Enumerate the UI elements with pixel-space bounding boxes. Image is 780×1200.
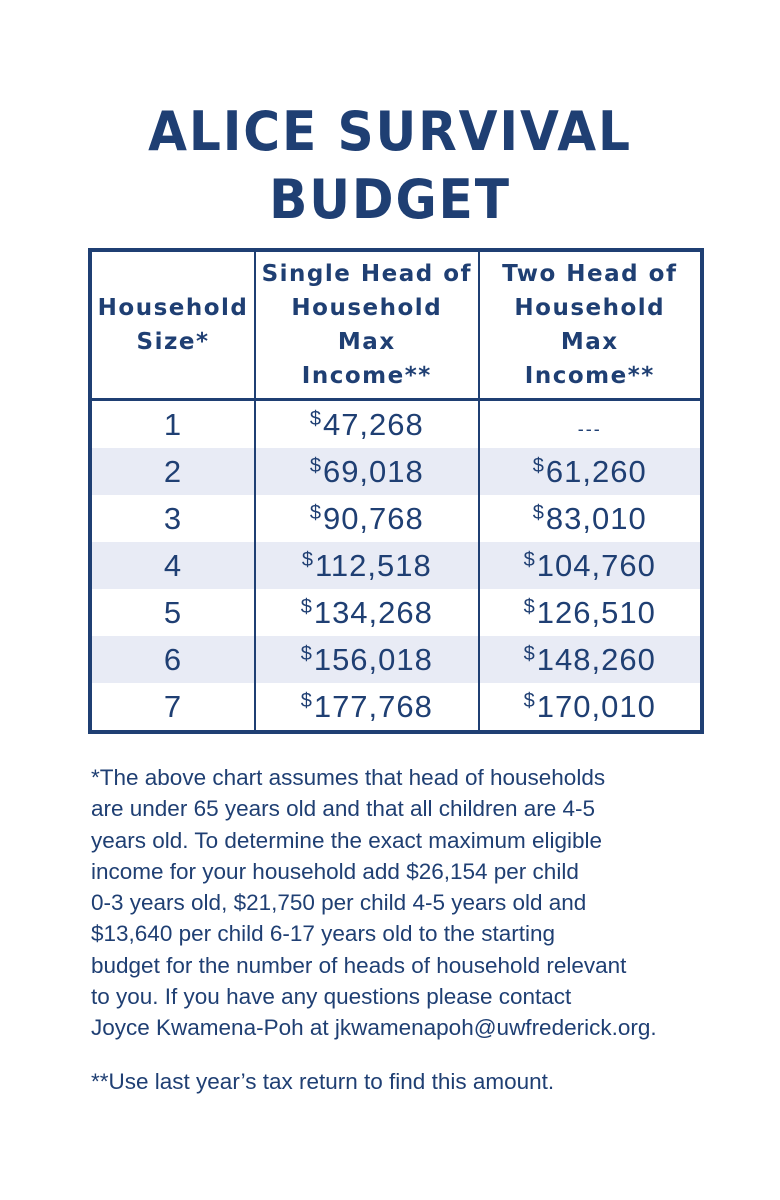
- title-line-2: BUDGET: [269, 168, 511, 232]
- footnote-line: 0-3 years old, $21,750 per child 4-5 years old and: [91, 890, 587, 916]
- two-head-income-cell: [479, 542, 702, 589]
- income-value: 134,268: [313, 594, 433, 630]
- header-household-size: Household Size*: [90, 250, 255, 400]
- two-head-income-cell: [479, 495, 702, 542]
- currency-symbol: $: [523, 548, 536, 571]
- footnote-line: years old. To determine the exact maximum eligible: [91, 827, 603, 853]
- single-head-income-cell: [255, 400, 478, 449]
- currency-symbol: $: [523, 689, 536, 712]
- currency-symbol: $: [300, 689, 313, 712]
- table-body: [90, 400, 702, 733]
- header-single-head-max-income: Single Head of Household Max Income**: [255, 250, 478, 400]
- footnote-line: Joyce Kwamena-Poh at jkwamenapoh@uwfrederick.org.: [91, 1015, 657, 1041]
- table-row: [90, 589, 702, 636]
- household-size-cell: 5: [163, 594, 183, 630]
- household-size-cell: 7: [163, 688, 183, 724]
- footnote-assumptions: [91, 762, 731, 1044]
- footnote-line: income for your household add $26,154 per child: [91, 858, 579, 884]
- currency-symbol: $: [523, 642, 536, 665]
- footnote-tax-return: **Use last year’s tax return to find this amount.: [91, 1069, 555, 1094]
- currency-symbol: $: [309, 454, 322, 477]
- table-row: [90, 683, 702, 732]
- currency-symbol: $: [532, 454, 545, 477]
- income-value: 69,018: [322, 453, 424, 489]
- table-row: [90, 636, 702, 683]
- currency-symbol: $: [309, 501, 322, 524]
- income-value: 170,010: [536, 688, 656, 724]
- currency-symbol: $: [301, 548, 314, 571]
- income-value: 148,260: [536, 641, 656, 677]
- income-value: 104,760: [536, 547, 656, 583]
- page-title: [27, 98, 752, 234]
- two-head-income-cell: [479, 448, 702, 495]
- household-size-cell: 4: [90, 542, 255, 589]
- single-head-income-cell: [255, 589, 478, 636]
- footnote-line: to you. If you have any questions please contact: [91, 984, 572, 1010]
- currency-symbol: $: [309, 407, 322, 430]
- currency-symbol: $: [523, 595, 536, 618]
- single-head-income-cell: [255, 495, 478, 542]
- table-row: [90, 400, 702, 449]
- income-value: 47,268: [322, 406, 424, 442]
- household-size-cell: 3: [163, 500, 183, 536]
- income-value: 112,518: [314, 547, 432, 583]
- two-head-income-cell: [479, 683, 702, 732]
- empty-value: ---: [577, 418, 602, 439]
- income-value: 61,260: [545, 453, 647, 489]
- single-head-income-cell: [255, 542, 478, 589]
- income-value: 90,768: [322, 500, 424, 536]
- table-header-row: [90, 250, 702, 400]
- single-head-income-cell: [255, 683, 478, 732]
- currency-symbol: $: [300, 642, 313, 665]
- footnote-line: $13,640 per child 6-17 years old to the starting: [91, 921, 556, 947]
- currency-symbol: $: [300, 595, 313, 618]
- two-head-income-cell: [479, 636, 702, 683]
- header-two-head-max-income: Two Head of Household Max Income**: [479, 250, 702, 400]
- single-head-income-cell: [255, 636, 478, 683]
- footnote-line: *The above chart assumes that head of households: [91, 765, 606, 790]
- household-size-cell: 1: [163, 406, 183, 442]
- household-size-cell: 2: [90, 448, 255, 495]
- single-head-income-cell: [255, 448, 478, 495]
- income-value: 177,768: [313, 688, 433, 724]
- currency-symbol: $: [532, 501, 545, 524]
- table-row: [90, 495, 702, 542]
- table-row: [90, 542, 702, 589]
- footnote-line: budget for the number of heads of household relevant: [91, 952, 627, 978]
- title-line-1: ALICE SURVIVAL: [148, 100, 632, 164]
- footnote-line: are under 65 years old and that all children are 4-5: [91, 796, 596, 822]
- budget-table: [88, 248, 704, 734]
- income-value: 83,010: [545, 500, 647, 536]
- table-row: [90, 448, 702, 495]
- income-value: 126,510: [536, 594, 656, 630]
- income-value: 156,018: [313, 641, 433, 677]
- two-head-income-cell: [479, 400, 702, 449]
- household-size-cell: 6: [90, 636, 255, 683]
- two-head-income-cell: [479, 589, 702, 636]
